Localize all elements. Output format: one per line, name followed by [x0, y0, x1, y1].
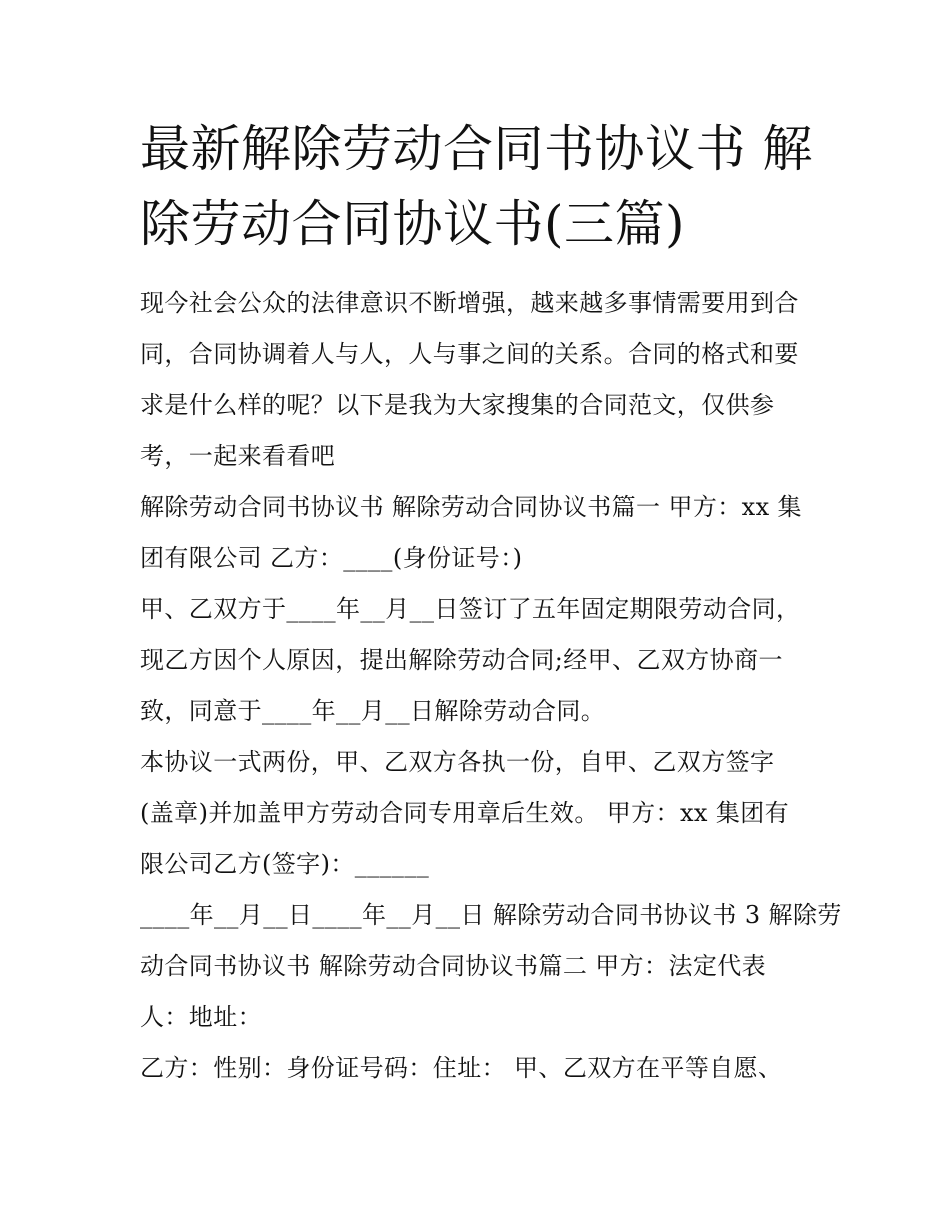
date-paragraph — [140, 890, 842, 1043]
title-line: 除劳动合同协议书(三篇) — [140, 195, 686, 253]
text-line: 限公司乙方(签字)：______ — [140, 850, 430, 878]
text-line: 乙方：性别：身份证号码：住址： 甲、乙双方在平等自愿、 — [140, 1054, 783, 1082]
parties-paragraph — [140, 482, 830, 584]
text-line: 本协议一式两份，甲、乙双方各执一份，自甲、乙双方签字 — [140, 748, 775, 776]
text-line: 同，合同协调着人与人，人与事之间的关系。合同的格式和要 — [140, 340, 799, 368]
text-line: 考，一起来看看吧 — [140, 442, 336, 470]
text-line: 甲、乙双方于____年__月__日签订了五年固定期限劳动合同， — [140, 595, 801, 623]
intro-paragraph — [140, 278, 830, 482]
text-line: 团有限公司 乙方：____(身份证号：) — [140, 544, 523, 572]
text-line: ____年__月__日____年__月__日 解除劳动合同书协议书 3 解除劳 — [140, 901, 842, 929]
document-body — [140, 278, 842, 1094]
text-line: 现今社会公众的法律意识不断增强，越来越多事情需要用到合 — [140, 289, 799, 317]
text-line: 解除劳动合同书协议书 解除劳动合同协议书篇一 甲方：xx 集 — [140, 493, 802, 521]
text-line: (盖章)并加盖甲方劳动合同专用章后生效。 甲方：xx 集团有 — [140, 799, 790, 827]
text-line: 求是什么样的呢？以下是我为大家搜集的合同范文，仅供参 — [140, 391, 775, 419]
agreement-paragraph — [140, 584, 830, 737]
text-line: 人：地址： — [140, 1003, 262, 1031]
text-line: 现乙方因个人原因，提出解除劳动合同;经甲、乙双方协商一 — [140, 646, 783, 674]
text-line: 动合同书协议书 解除劳动合同协议书篇二 甲方：法定代表 — [140, 952, 767, 980]
title-line: 最新解除劳动合同书协议书 解 — [140, 120, 813, 178]
effect-paragraph — [140, 737, 830, 890]
text-line: 致，同意于____年__月__日解除劳动合同。 — [140, 697, 606, 725]
document-title — [140, 112, 820, 262]
party-b-paragraph — [140, 1043, 830, 1094]
